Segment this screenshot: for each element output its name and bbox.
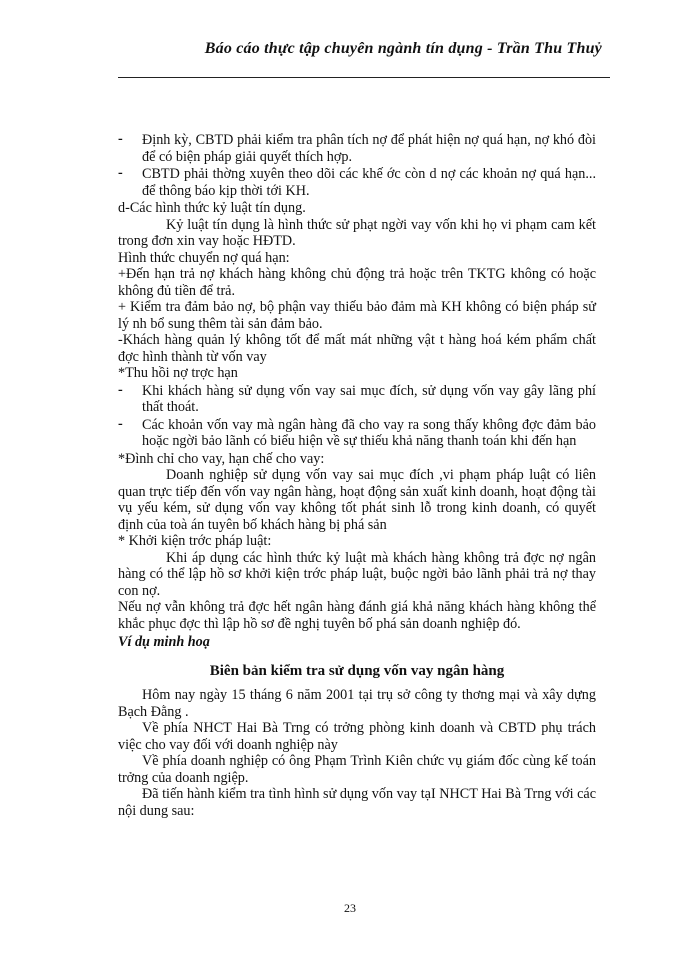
- report-title: Biên bản kiểm tra sử dụng vốn vay ngân hàng: [209, 662, 505, 679]
- bullet-mark: -: [118, 381, 123, 398]
- report-paragraph: Về phía NHCT Hai Bà Trng có trởng phòng kinh doanh và CBTD phụ trách việc cho vay đối với doanh nghiệp này: [118, 720, 596, 753]
- list-item-text: CBTD phải thờng xuyên theo dõi các khế ớc còn d nợ các khoản nợ quá hạn... để thông báo kịp thời tới KH.: [142, 166, 596, 199]
- list-item: [118, 132, 596, 165]
- section-d-heading: d-Các hình thức kỷ luật tín dụng.: [118, 200, 306, 216]
- list-item: [118, 166, 596, 199]
- report-paragraph: Về phía doanh nghiệp có ông Phạm Trình Kiên chức vụ giám đốc cùng kế toán trởng của doanh ngiệp.: [118, 753, 596, 786]
- recover-heading: *Thu hồi nợ trợc hạn: [118, 365, 238, 381]
- overdue-heading: Hình thức chuyển nợ quá hạn:: [118, 249, 290, 266]
- overdue-item: + Kiểm tra đảm bảo nợ, bộ phận vay thiếu bảo đảm mà KH không có biện pháp sử lý nh bổ sung thêm tài sản đảm bảo.: [118, 299, 596, 332]
- list-item-text: Định kỳ, CBTD phải kiểm tra phân tích nợ để phát hiện nợ quá hạn, nợ khó đòi để có biện pháp giải quyết thích hợp.: [142, 132, 596, 165]
- suspend-heading: *Đình chỉ cho vay, hạn chế cho vay:: [118, 450, 325, 467]
- lawsuit-heading: * Khởi kiện trớc pháp luật:: [118, 533, 272, 549]
- page-number: 23: [344, 901, 356, 915]
- bullet-mark: -: [118, 131, 123, 147]
- overdue-item: +Đến hạn trả nợ khách hàng không chủ động trả hoặc trên TKTG không có hoặc không đủ tiền để trả.: [118, 266, 596, 299]
- suspend-body: Doanh nghiệp sử dụng vốn vay sai mục đích ,vi phạm pháp luật có liên quan trực tiếp đến vốn vay ngân hàng, hoạt động sản xuất kinh doanh, hoạt động tài vụ yếu kém, sử dụng vốn vay không tốt phát sinh lỗ trong kinh doanh, có quyết định của toà án tuyên bố khách hàng bị phá sản: [118, 467, 596, 533]
- overdue-item: -Khách hàng quản lý không tốt để mất mát những vật t hàng hoá kém phẩm chất đợc hình thành từ vốn vay: [118, 332, 596, 365]
- list-item-text: Các khoản vốn vay mà ngân hàng đã cho vay ra song thấy không đợc đảm bảo hoặc ngời bảo lãnh có biểu hiện về sự thiếu khả năng thanh toán khi đến hạn: [142, 416, 596, 449]
- report-paragraph: Đã tiến hành kiểm tra tình hình sử dụng vốn vay tạI NHCT Hai Bà Trng với các nội dung sau:: [118, 786, 596, 819]
- report-paragraph: Hôm nay ngày 15 tháng 6 năm 2001 tại trụ sở công ty thơng mại và xây dựng Bạch Đằng .: [118, 687, 596, 720]
- page-body: [118, 131, 596, 819]
- section-d-body: Kỷ luật tín dụng là hình thức sử phạt ngời vay vốn khi họ vi phạm cam kết trong đơn xin vay hoặc HĐTD.: [118, 216, 596, 249]
- bullet-mark: -: [118, 415, 123, 432]
- lawsuit-body: Khi áp dụng các hình thức kỷ luật mà khách hàng không trả đợc nợ ngân hàng có thể lập hồ sơ khởi kiện trớc pháp luật, buộc ngời bảo lãnh phải trả nợ thay con nợ.: [118, 549, 596, 599]
- list-item: [118, 383, 596, 416]
- running-header: Báo cáo thực tập chuyên ngành tín dụng - Trần Thu Thuỷ: [204, 40, 602, 57]
- lawsuit-body-continued: Nếu nợ vẫn không trả đợc hết ngân hàng đánh giá khả năng khách hàng không thể khắc phục đợc thì lập hồ sơ đề nghị tuyên bố phá sản doanh nghiệp đó.: [118, 599, 596, 632]
- list-item-text: Khi khách hàng sử dụng vốn vay sai mục đích, sử dụng vốn vay gây lãng phí thất thoát.: [142, 382, 596, 415]
- header-divider: [118, 77, 610, 78]
- bullet-mark: -: [118, 165, 123, 181]
- list-item: [118, 417, 596, 450]
- example-heading: Ví dụ minh hoạ: [118, 634, 210, 650]
